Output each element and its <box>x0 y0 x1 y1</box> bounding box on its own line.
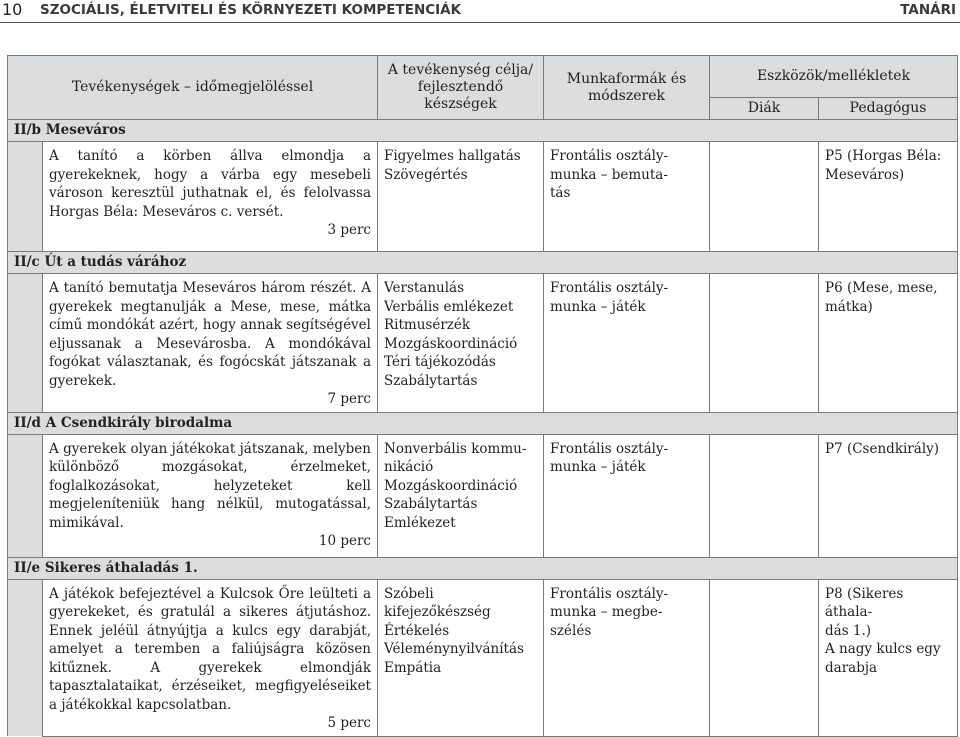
goals-cell <box>378 434 544 557</box>
goal-item: Figyelmes hallgatás <box>384 148 521 164</box>
goal-item: Értékelés <box>384 622 450 639</box>
activity-duration: 5 perc <box>327 715 371 731</box>
activities-header: Tevékenységek – időmegjelöléssel <box>8 56 378 120</box>
goals-cell <box>378 274 544 413</box>
activity-row <box>8 274 958 413</box>
student-materials-cell <box>710 579 819 736</box>
teacher-material-line: Meseváros) <box>825 166 905 183</box>
method-line: munka – játék <box>550 459 646 475</box>
teacher-materials-cell <box>819 142 958 252</box>
activity-duration: 7 perc <box>327 391 371 407</box>
teacher-header: Pedagógus <box>819 98 958 120</box>
student-header: Diák <box>710 98 819 120</box>
activity-cell <box>43 434 378 557</box>
goal-item: Empátia <box>384 659 442 676</box>
teacher-material-line: P7 (Csendkirály) <box>825 440 940 457</box>
goal-item: Szóbeli kifejezőkészség <box>384 585 491 620</box>
section-header-row <box>8 252 958 274</box>
activity-row <box>8 434 958 557</box>
section-gutter <box>8 142 43 252</box>
methods-cell <box>544 434 710 557</box>
methods-cell <box>544 579 710 736</box>
methods-cell <box>544 142 710 252</box>
methods-header: Munkaformák és módszerek <box>544 56 710 120</box>
student-materials-cell <box>710 274 819 413</box>
activity-duration: 3 perc <box>327 222 371 238</box>
method-line: Frontális osztály- <box>550 440 669 457</box>
teacher-materials-cell <box>819 274 958 413</box>
section-header-row <box>8 557 958 579</box>
method-line: munka – megbe- <box>550 604 663 620</box>
method-line: tás <box>550 185 571 201</box>
section-gutter <box>8 579 43 736</box>
activity-cell <box>43 274 378 413</box>
section-title: II/c Út a tudás várához <box>8 252 958 274</box>
goal-item: Verstanulás <box>384 280 465 296</box>
teacher-material-line: dás 1.) <box>825 622 872 639</box>
method-line: Frontális osztály- <box>550 585 669 602</box>
section-gutter <box>8 274 43 413</box>
teacher-material-line: P5 (Horgas Béla: <box>825 148 942 164</box>
goals-cell <box>378 579 544 736</box>
tools-header: Eszközök/mellékletek <box>710 56 958 98</box>
teacher-material-line: A nagy kulcs egy <box>825 641 941 657</box>
table-body <box>8 120 958 737</box>
section-header-row <box>8 120 958 142</box>
section-header-row <box>8 412 958 434</box>
activity-cell <box>43 142 378 252</box>
student-materials-cell <box>710 434 819 557</box>
methods-cell <box>544 274 710 413</box>
goal-item: Szövegértés <box>384 166 468 183</box>
teacher-materials-cell <box>819 434 958 557</box>
goal-item: Véleménynyilvánítás <box>384 641 524 657</box>
section-title: II/d A Csendkirály birodalma <box>8 412 958 434</box>
goal-item: Verbális emlékezet <box>384 298 514 315</box>
goal-item: Szabálytartás <box>384 496 478 512</box>
activity-row <box>8 579 958 736</box>
goals-header: A tevékenység célja/ fejlesztendő készségek <box>378 56 544 120</box>
goal-item: nikáció <box>384 459 434 475</box>
method-line: Frontális osztály- <box>550 148 669 164</box>
goal-item: Mozgáskoordináció <box>384 477 518 494</box>
goal-item: Mozgáskoordináció <box>384 335 518 352</box>
header-rule <box>0 22 960 23</box>
goal-item: Téri tájékozódás <box>384 354 496 370</box>
activity-text: A gyerekek olyan játékokat játszanak, melyben különböző mozgásokat, érzelmeket, foglalkozásokat, helyzeteket kell megjeleníteniük hang nélkül, mutogatással, mimikával. <box>49 440 371 531</box>
section-gutter <box>8 434 43 557</box>
goal-item: Emlékezet <box>384 514 456 531</box>
student-materials-cell <box>710 142 819 252</box>
teacher-material-line: P8 (Sikeres áthala- <box>825 585 904 620</box>
method-line: szélés <box>550 622 592 639</box>
lesson-plan-table <box>7 55 958 737</box>
teacher-materials-cell <box>819 579 958 736</box>
activity-row <box>8 142 958 252</box>
edition-label: TANÁRI <box>900 2 956 18</box>
goal-item: Ritmusérzék <box>384 317 471 333</box>
activity-cell <box>43 579 378 736</box>
method-line: Frontális osztály- <box>550 280 669 296</box>
goal-item: Szabálytartás <box>384 372 478 389</box>
running-title: SZOCIÁLIS, ÉLETVITELI ÉS KÖRNYEZETI KOMPETENCIÁK <box>40 2 462 18</box>
teacher-material-line: darabja <box>825 659 878 676</box>
teacher-material-line: mátka) <box>825 298 873 315</box>
activity-duration: 10 perc <box>318 533 371 549</box>
activity-text: A játékok befejeztével a Kulcsok Őre leülteti a gyerekeket, és gratulál a sikeres átjutáshoz. Ennek jeléül átnyújtja a kulcs egy darabját, amelyet a teremben a faliújságra közösen kitűznek. A gyerekek elmondják tapasztalataikat, érzéseiket, megfigyeléseiket a játékokkal kapcsolatban. <box>49 585 371 713</box>
activity-text: A tanító a körben állva elmondja a gyerekeknek, hogy a várba egy mesebeli városon keresztül juthatnak el, és felolvassa Horgas Béla: Meseváros c. versét. <box>49 148 371 220</box>
section-title: II/b Meseváros <box>8 120 958 142</box>
activity-text: A tanító bemutatja Meseváros három részét. A gyerekek megtanulják a Mese, mese, mátka című mondókát azért, hogy annak segítségével eljussanak a Mesevárosba. A mondókával fogókat választanak, és fogócskát játszanak a gyerekek. <box>49 280 371 389</box>
method-line: munka – játék <box>550 298 646 315</box>
goals-cell <box>378 142 544 252</box>
method-line: munka – bemuta- <box>550 166 668 183</box>
goal-item: Nonverbális kommu- <box>384 440 527 457</box>
page-number: 10 <box>2 0 23 19</box>
section-title: II/e Sikeres áthaladás 1. <box>8 557 958 579</box>
page-header <box>0 0 960 22</box>
teacher-material-line: P6 (Mese, mese, <box>825 280 938 296</box>
